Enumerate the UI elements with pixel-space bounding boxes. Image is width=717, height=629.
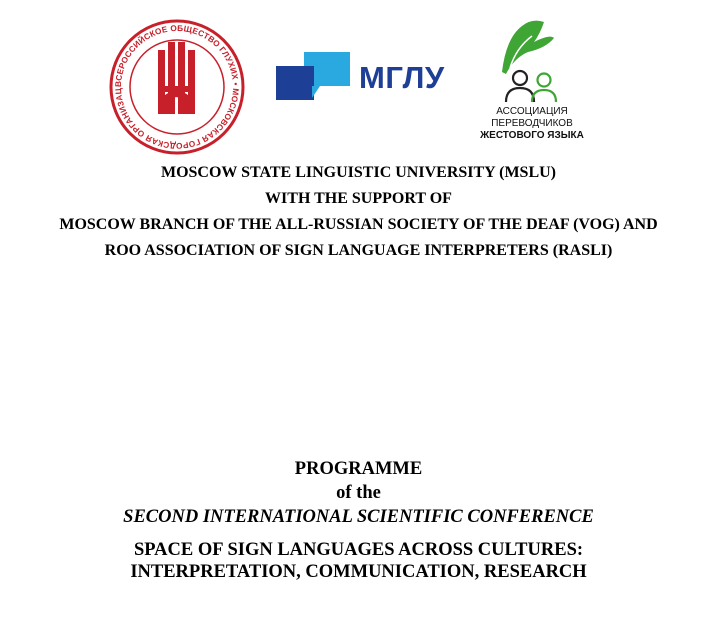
rasli-caption-line2: ПЕРЕВОДЧИКОВ (491, 118, 573, 129)
organizers-heading (0, 160, 717, 264)
heading-line-4: ROO ASSOCIATION OF SIGN LANGUAGE INTERPRETERS (RASLI) (104, 242, 613, 259)
conference-title-line1: SPACE OF SIGN LANGUAGES ACROSS CULTURES: (133, 540, 584, 560)
mglu-wordmark: МГЛУ (359, 60, 445, 95)
heading-line-2: WITH THE SUPPORT OF (265, 190, 452, 207)
rasli-caption-line1: АССОЦИАЦИЯ (496, 106, 568, 117)
vog-emblem-icon (108, 18, 246, 156)
rasli-logo (462, 12, 602, 152)
programme-title-block (0, 457, 717, 583)
programme-label: PROGRAMME (294, 459, 423, 479)
rasli-emblem-icon (462, 12, 602, 110)
heading-line-1: MOSCOW STATE LINGUISTIC UNIVERSITY (MSLU) (160, 164, 557, 181)
vog-logo (108, 18, 246, 156)
of-the-label: of the (336, 483, 381, 503)
conference-title (0, 539, 717, 583)
conference-title-line2: INTERPRETATION, COMMUNICATION, RESEARCH (130, 562, 587, 582)
speech-bubble-icon (276, 52, 356, 112)
conference-label: SECOND INTERNATIONAL SCIENTIFIC CONFERENCE (123, 507, 594, 527)
rasli-caption-line3: ЖЕСТОВОГО ЯЗЫКА (480, 130, 584, 141)
mglu-logo (276, 52, 451, 112)
logo-row (0, 0, 717, 160)
heading-line-3: MOSCOW BRANCH OF THE ALL-RUSSIAN SOCIETY OF THE DEAF (VOG) AND (59, 216, 658, 233)
vog-ring-text: ВСЕРОССИЙСКОЕ ОБЩЕСТВО ГЛУХИХ • МОСКОВСКАЯ ГОРОДСКАЯ ОРГАНИЗАЦ (112, 22, 242, 152)
